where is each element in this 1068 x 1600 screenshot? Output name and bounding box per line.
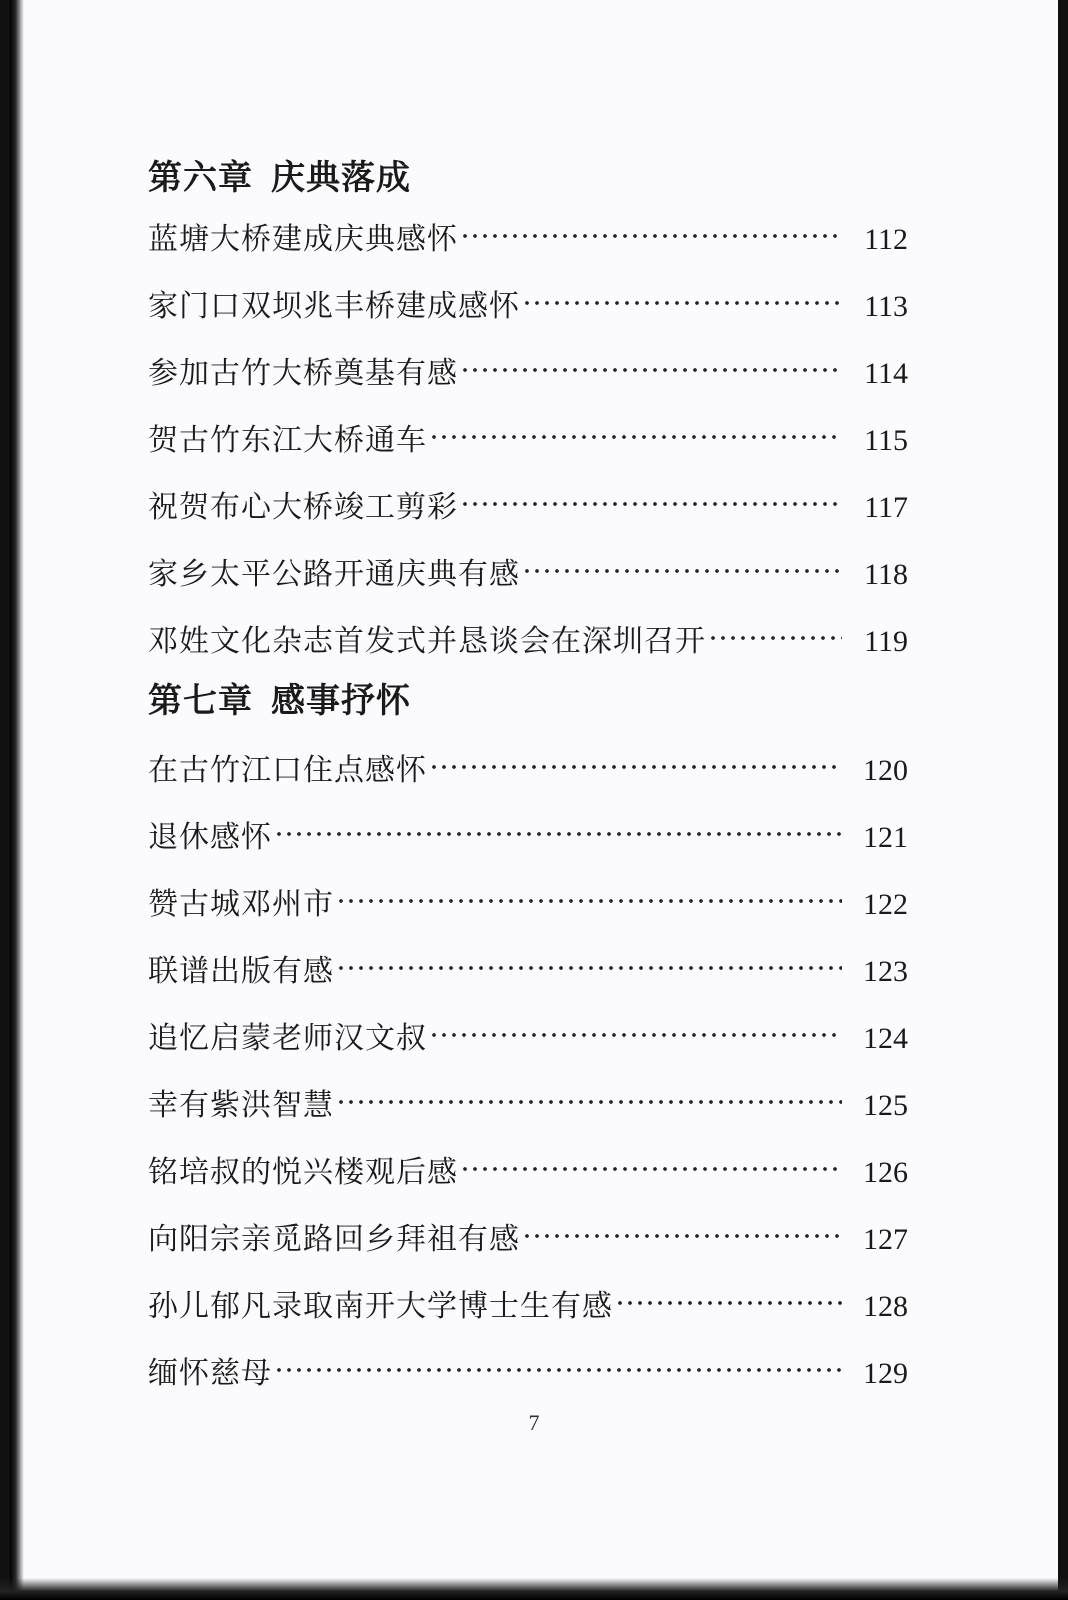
toc-entry[interactable] [148, 474, 908, 541]
entry-page-number: 117 [864, 491, 908, 524]
dot-leader [460, 1164, 842, 1174]
toc-entry[interactable] [148, 871, 908, 938]
toc-entry[interactable] [148, 340, 908, 407]
entry-page-number: 112 [864, 223, 908, 256]
toc-entry[interactable] [148, 608, 908, 675]
entry-page-number: 129 [863, 1357, 908, 1390]
dot-leader [460, 365, 842, 375]
chapter-title: 庆典落成 [271, 158, 411, 198]
entry-title: 参加古竹大桥奠基有感 [148, 356, 458, 391]
dot-leader [274, 829, 842, 839]
dot-leader [615, 1298, 842, 1308]
entry-title: 铭培叔的悦兴楼观后感 [148, 1155, 458, 1190]
entry-title: 家乡太平公路开通庆典有感 [148, 557, 520, 592]
toc-entry[interactable] [148, 541, 908, 608]
entry-title: 蓝塘大桥建成庆典感怀 [148, 222, 458, 257]
entry-page-number: 120 [863, 754, 908, 787]
dot-leader [429, 432, 842, 442]
toc-entry[interactable] [148, 1206, 908, 1273]
scan-bottom-edge [0, 1578, 1068, 1600]
entry-page-number: 118 [864, 558, 908, 591]
toc-entry[interactable] [148, 938, 908, 1005]
toc-entry[interactable] [148, 1340, 908, 1407]
entry-page-number: 121 [863, 821, 908, 854]
entry-page-number: 126 [863, 1156, 908, 1189]
dot-leader [336, 1097, 842, 1107]
dot-leader [460, 499, 842, 509]
entry-page-number: 113 [864, 290, 908, 323]
entry-title: 在古竹江口住点感怀 [148, 753, 427, 788]
entry-page-number: 122 [863, 888, 908, 921]
toc-entry[interactable] [148, 206, 908, 273]
entry-page-number: 127 [863, 1223, 908, 1256]
chapter-heading [148, 673, 908, 729]
dot-leader [336, 896, 842, 906]
dot-leader [522, 566, 842, 576]
dot-leader [336, 963, 842, 973]
entry-page-number: 123 [863, 955, 908, 988]
entry-page-number: 128 [863, 1290, 908, 1323]
toc-entry[interactable] [148, 1139, 908, 1206]
toc-entry[interactable] [148, 1072, 908, 1139]
entry-title: 缅怀慈母 [148, 1356, 272, 1391]
chapter-number: 第七章 [148, 681, 253, 721]
entry-page-number: 115 [864, 424, 908, 457]
entry-page-number: 119 [864, 625, 908, 658]
entry-page-number: 124 [863, 1022, 908, 1055]
entry-title: 赞古城邓州市 [148, 887, 334, 922]
chapter-title: 感事抒怀 [271, 681, 411, 721]
toc-entry[interactable] [148, 737, 908, 804]
table-of-contents [148, 150, 908, 1407]
scan-edge-shadow [10, 0, 24, 1600]
entry-title: 退休感怀 [148, 820, 272, 855]
entry-title: 幸有紫洪智慧 [148, 1088, 334, 1123]
dot-leader [708, 633, 842, 643]
entry-title: 孙儿郁凡录取南开大学博士生有感 [148, 1289, 613, 1324]
entry-title: 联谱出版有感 [148, 954, 334, 989]
entry-title: 祝贺布心大桥竣工剪彩 [148, 490, 458, 525]
entry-page-number: 114 [864, 357, 908, 390]
dot-leader [429, 762, 842, 772]
entry-title: 邓姓文化杂志首发式并恳谈会在深圳召开 [148, 624, 706, 659]
toc-entry[interactable] [148, 804, 908, 871]
chapter-number: 第六章 [148, 158, 253, 198]
dot-leader [274, 1365, 842, 1375]
dot-leader [522, 1231, 842, 1241]
entry-title: 贺古竹东江大桥通车 [148, 423, 427, 458]
entry-title: 向阳宗亲觅路回乡拜祖有感 [148, 1222, 520, 1257]
toc-entry[interactable] [148, 273, 908, 340]
entry-page-number: 125 [863, 1089, 908, 1122]
toc-entry[interactable] [148, 1273, 908, 1340]
document-page [10, 0, 1058, 1600]
entry-title: 家门口双坝兆丰桥建成感怀 [148, 289, 520, 324]
dot-leader [429, 1030, 842, 1040]
toc-entry[interactable] [148, 1005, 908, 1072]
toc-entry[interactable] [148, 407, 908, 474]
page-footer-number: 7 [528, 1410, 540, 1435]
dot-leader [522, 298, 842, 308]
chapter-heading [148, 150, 908, 206]
entry-title: 追忆启蒙老师汉文叔 [148, 1021, 427, 1056]
dot-leader [460, 231, 842, 241]
